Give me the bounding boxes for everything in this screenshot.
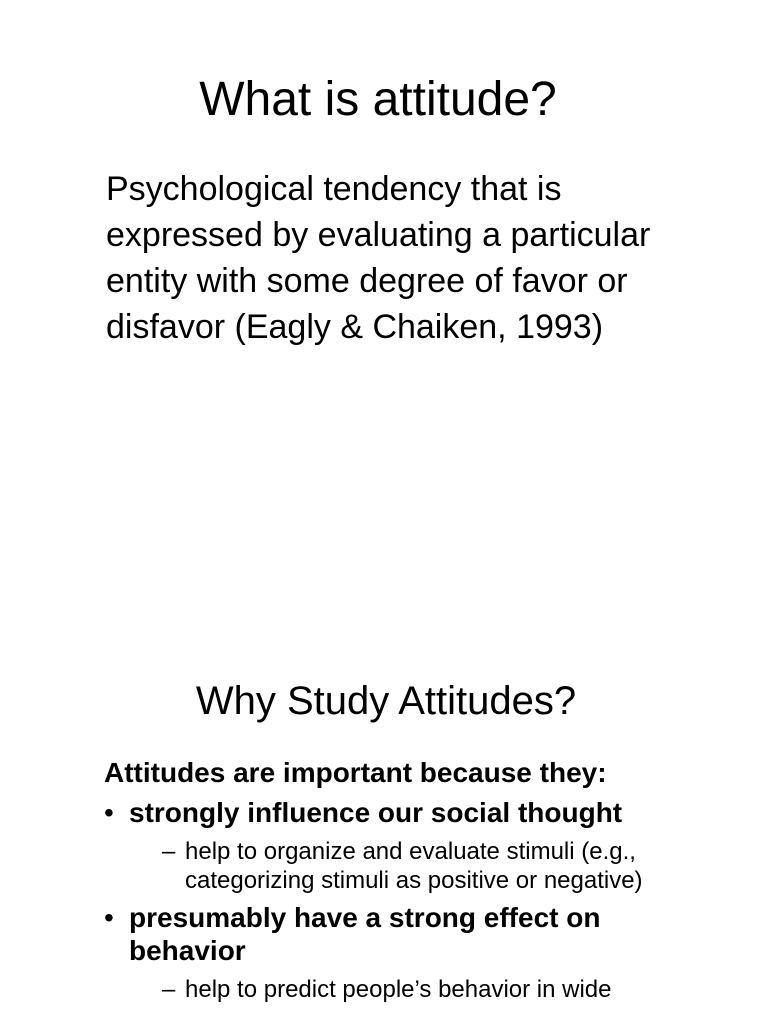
- attitude-definition: Psychological tendency that is expressed by evaluating a particular entity with some degree of favor or disfavor (Eagly & Chaiken, 1993): [106, 170, 651, 346]
- sub-bullet-marker: –: [162, 976, 176, 1003]
- bullet-marker: •: [104, 797, 114, 828]
- sub-bullet-text: help to organize and evaluate stimuli (e.g., categorizing stimuli as positive or negative): [185, 838, 643, 894]
- bullet-text: presumably have a strong effect on behavior: [129, 902, 601, 966]
- sub-bullet-item: [129, 975, 724, 1004]
- sub-bullet-text: help to predict people’s behavior in wide: [185, 976, 612, 1003]
- slide-title: What is attitude?: [199, 73, 557, 126]
- bullet-item: [104, 796, 724, 895]
- bullet-item: [104, 901, 724, 1004]
- slide-why-study-attitudes: [0, 620, 768, 1024]
- slide-title: Why Study Attitudes?: [195, 679, 577, 723]
- bullet-list: [104, 796, 724, 1010]
- sub-bullet-item: [129, 837, 724, 895]
- sub-bullet-marker: –: [162, 838, 176, 865]
- bullet-marker: •: [104, 902, 114, 933]
- intro-text: Attitudes are important because they:: [104, 757, 607, 788]
- bullet-text: strongly influence our social thought: [129, 797, 623, 828]
